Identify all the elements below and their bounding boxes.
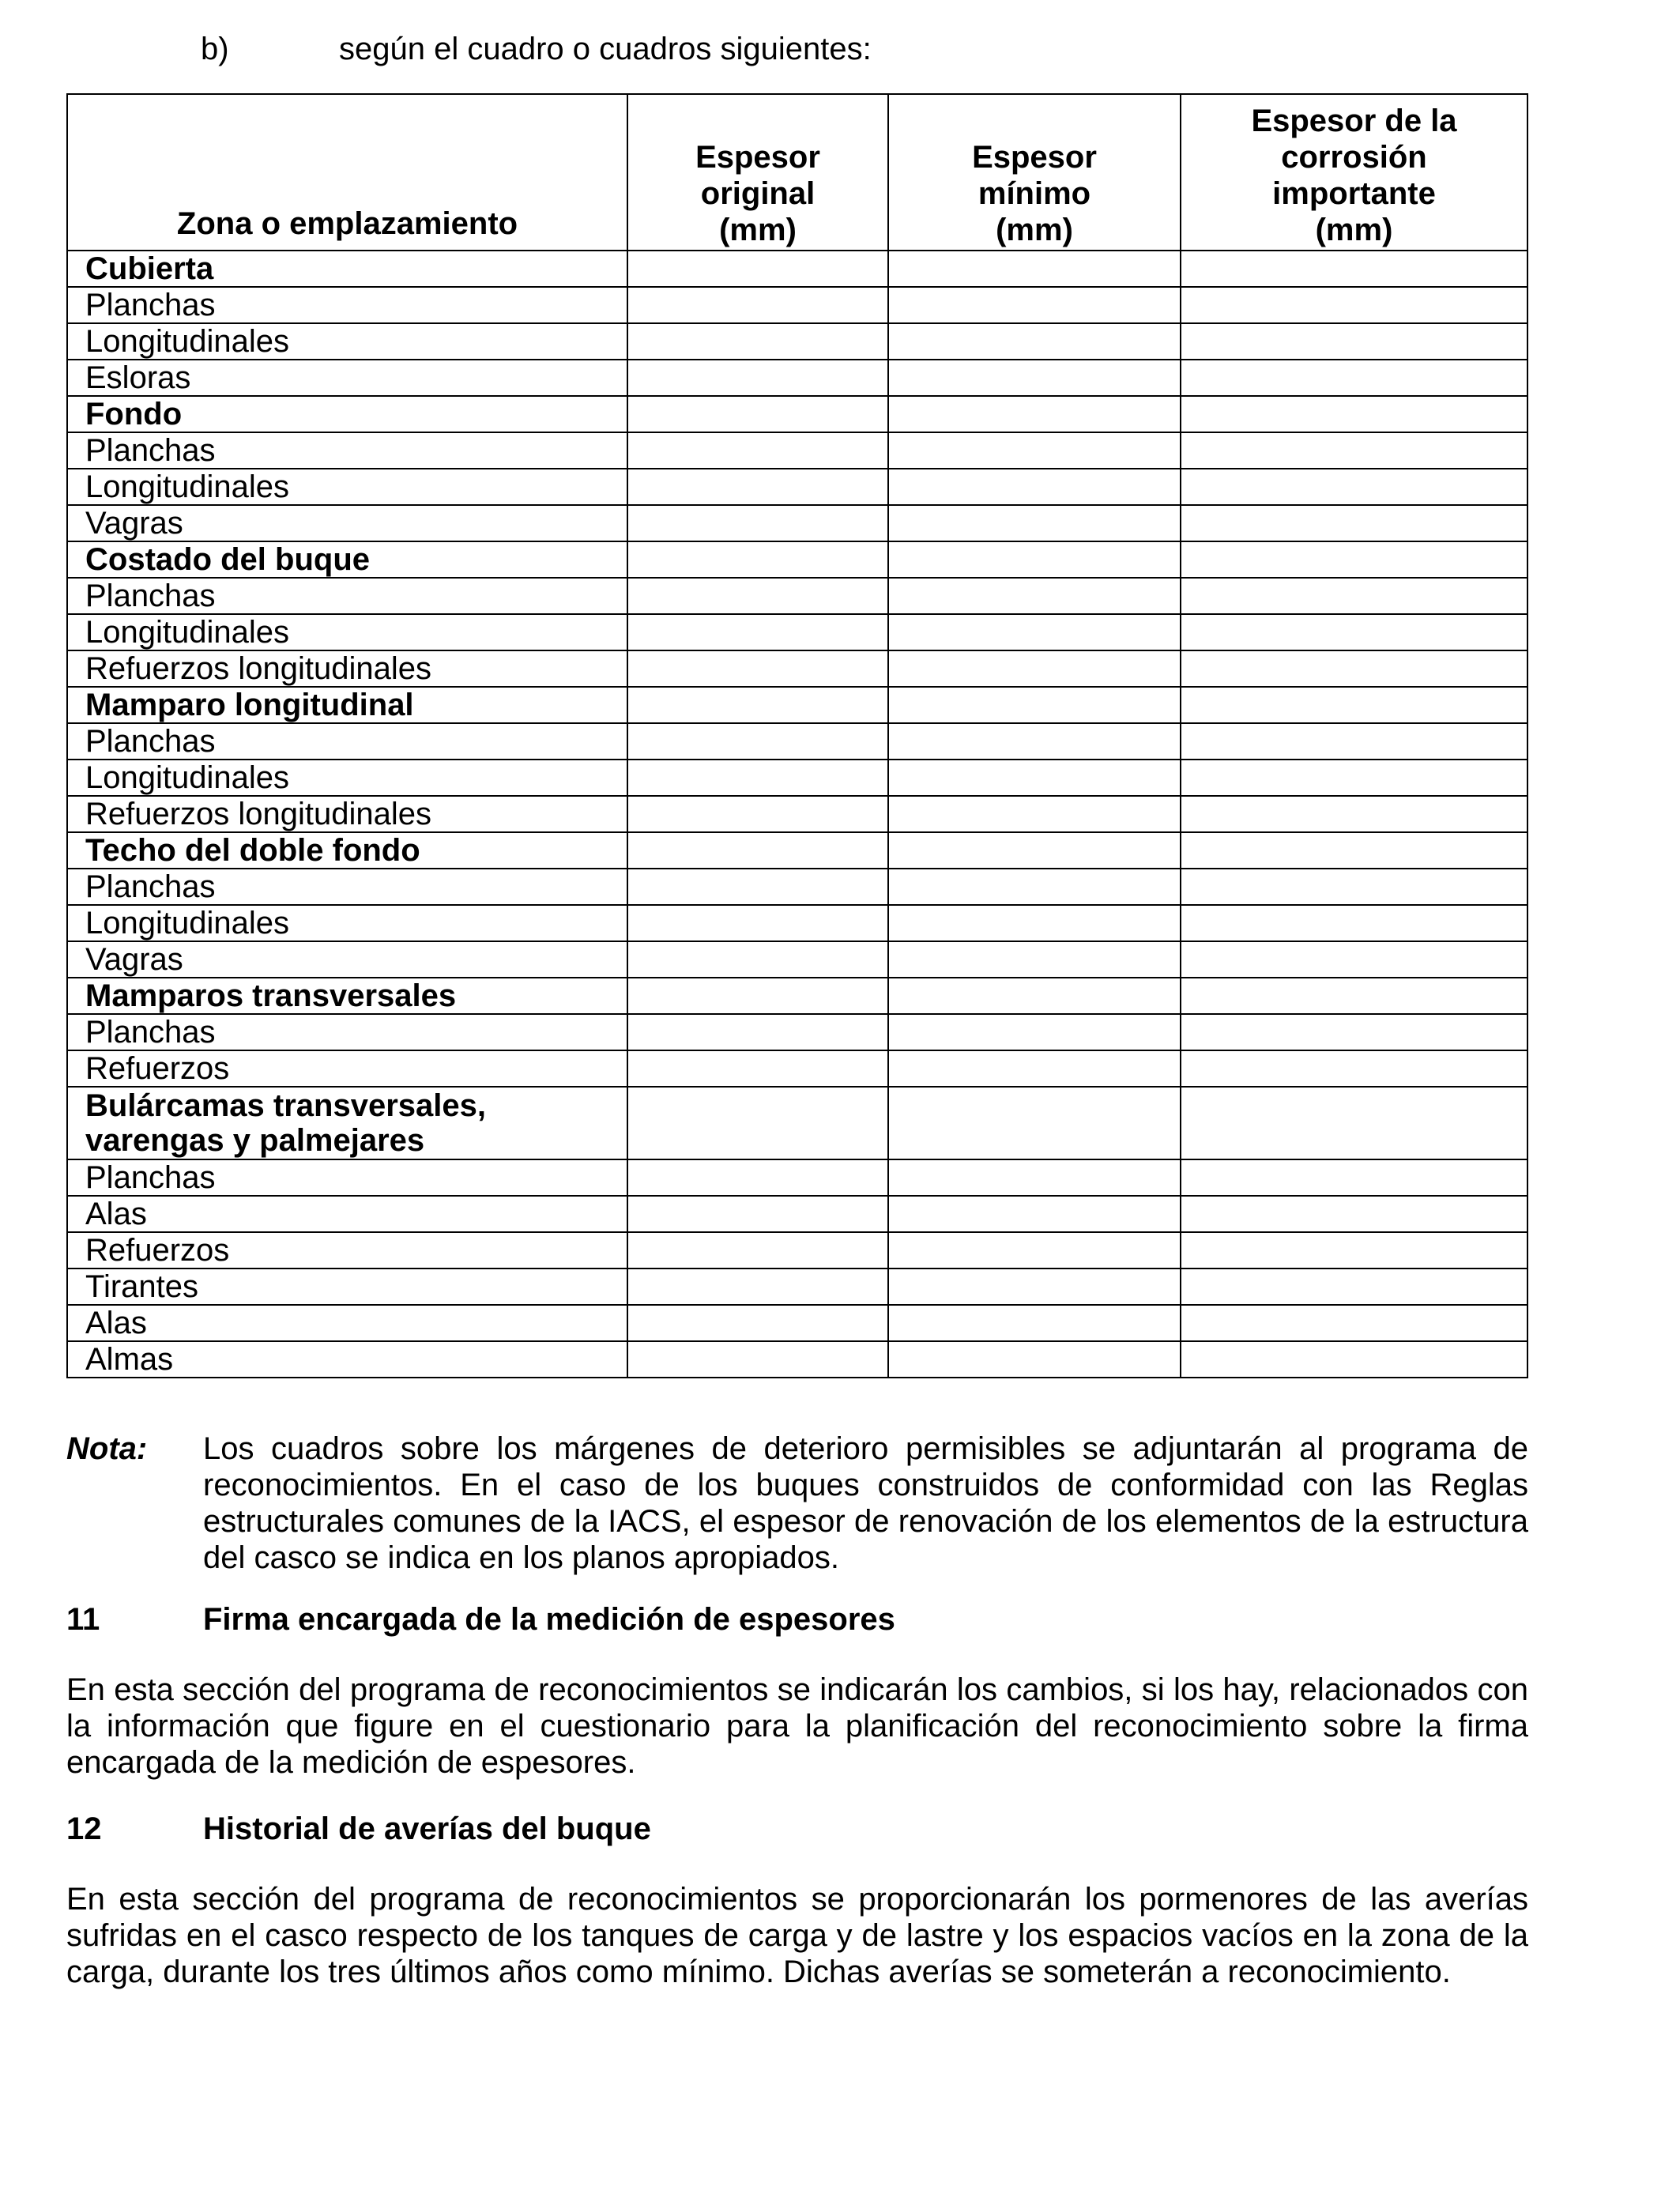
zone-item-cell: Planchas [67, 723, 627, 760]
table-row [67, 1050, 1527, 1087]
minimum-thickness-cell [888, 941, 1181, 978]
table-row [67, 360, 1527, 396]
table-row [67, 432, 1527, 469]
corrosion-thickness-cell [1181, 978, 1527, 1014]
minimum-thickness-cell [888, 505, 1181, 541]
table-row [67, 869, 1527, 905]
original-thickness-cell [627, 905, 888, 941]
corrosion-thickness-cell [1181, 1196, 1527, 1232]
zone-item-cell: Alas [67, 1196, 627, 1232]
original-thickness-cell [627, 469, 888, 505]
minimum-thickness-cell [888, 905, 1181, 941]
zone-group-cell: Mamparo longitudinal [67, 687, 627, 723]
zone-item-cell: Refuerzos longitudinales [67, 650, 627, 687]
zone-item-cell: Planchas [67, 1014, 627, 1050]
table-header-row [67, 94, 1527, 251]
corrosion-thickness-cell [1181, 1087, 1527, 1159]
section-11-title: Firma encargada de la medición de espesores [203, 1602, 895, 1637]
corrosion-thickness-cell [1181, 251, 1527, 287]
minimum-thickness-cell [888, 1269, 1181, 1305]
zone-group-cell: Cubierta [67, 251, 627, 287]
table-row [67, 760, 1527, 796]
section-12-heading [66, 1810, 651, 1848]
zone-group-cell: Bulárcamas transversales, varengas y palmejares [67, 1087, 627, 1159]
minimum-thickness-cell [888, 614, 1181, 650]
section-11-heading [66, 1600, 895, 1638]
header-minimum-thickness: Espesor mínimo (mm) [888, 94, 1181, 251]
corrosion-thickness-cell [1181, 796, 1527, 832]
table-body [67, 251, 1527, 1378]
minimum-thickness-cell [888, 687, 1181, 723]
minimum-thickness-cell [888, 396, 1181, 432]
zone-item-cell: Planchas [67, 432, 627, 469]
minimum-thickness-cell [888, 432, 1181, 469]
table-row [67, 1305, 1527, 1341]
original-thickness-cell [627, 1269, 888, 1305]
table-row [67, 1269, 1527, 1305]
table-row [67, 1341, 1527, 1378]
zone-item-cell: Planchas [67, 578, 627, 614]
original-thickness-cell [627, 1087, 888, 1159]
original-thickness-cell [627, 251, 888, 287]
minimum-thickness-cell [888, 287, 1181, 323]
zone-group-cell: Fondo [67, 396, 627, 432]
original-thickness-cell [627, 432, 888, 469]
zone-item-cell: Planchas [67, 1159, 627, 1196]
zone-item-cell: Refuerzos [67, 1232, 627, 1269]
original-thickness-cell [627, 1196, 888, 1232]
table-row [67, 687, 1527, 723]
zone-item-cell: Longitudinales [67, 323, 627, 360]
table-row [67, 1159, 1527, 1196]
original-thickness-cell [627, 1159, 888, 1196]
corrosion-thickness-cell [1181, 578, 1527, 614]
corrosion-thickness-cell [1181, 469, 1527, 505]
table-row [67, 251, 1527, 287]
minimum-thickness-cell [888, 323, 1181, 360]
corrosion-thickness-cell [1181, 432, 1527, 469]
zone-item-cell: Longitudinales [67, 614, 627, 650]
original-thickness-cell [627, 1305, 888, 1341]
table-row [67, 1014, 1527, 1050]
corrosion-thickness-cell [1181, 396, 1527, 432]
table-row [67, 578, 1527, 614]
original-thickness-cell [627, 323, 888, 360]
header-zone: Zona o emplazamiento [67, 94, 627, 251]
header-original-thickness: Espesor original (mm) [627, 94, 888, 251]
zone-item-cell: Alas [67, 1305, 627, 1341]
table-row [67, 614, 1527, 650]
original-thickness-cell [627, 578, 888, 614]
corrosion-thickness-cell [1181, 541, 1527, 578]
table-row [67, 832, 1527, 869]
original-thickness-cell [627, 396, 888, 432]
corrosion-thickness-cell [1181, 1159, 1527, 1196]
note-label: Nota: [66, 1431, 148, 1466]
zone-item-cell: Longitudinales [67, 469, 627, 505]
table-row [67, 723, 1527, 760]
original-thickness-cell [627, 360, 888, 396]
zone-group-cell: Mamparos transversales [67, 978, 627, 1014]
original-thickness-cell [627, 1341, 888, 1378]
corrosion-thickness-cell [1181, 832, 1527, 869]
zone-item-cell: Esloras [67, 360, 627, 396]
original-thickness-cell [627, 796, 888, 832]
original-thickness-cell [627, 650, 888, 687]
minimum-thickness-cell [888, 832, 1181, 869]
corrosion-thickness-cell [1181, 1305, 1527, 1341]
section-11-paragraph: En esta sección del programa de reconocimientos se indicarán los cambios, si los hay, relacionados con la información que figure en el cuestionario para la planificación del reconocimiento sobre la firma encargada de la medición de espesores. [66, 1672, 1528, 1780]
corrosion-thickness-cell [1181, 1014, 1527, 1050]
zone-item-cell: Refuerzos longitudinales [67, 796, 627, 832]
section-11-number: 11 [66, 1602, 100, 1637]
original-thickness-cell [627, 832, 888, 869]
table-row [67, 650, 1527, 687]
table-row [67, 1087, 1527, 1159]
minimum-thickness-cell [888, 251, 1181, 287]
corrosion-thickness-cell [1181, 323, 1527, 360]
zone-item-cell: Longitudinales [67, 905, 627, 941]
corrosion-thickness-cell [1181, 723, 1527, 760]
zone-group-cell: Costado del buque [67, 541, 627, 578]
corrosion-thickness-cell [1181, 650, 1527, 687]
zone-item-cell: Vagras [67, 505, 627, 541]
zone-item-cell: Vagras [67, 941, 627, 978]
section-12-number: 12 [66, 1811, 102, 1846]
intro-text: según el cuadro o cuadros siguientes: [339, 32, 872, 66]
table-row [67, 978, 1527, 1014]
note-text: Los cuadros sobre los márgenes de deterioro permisibles se adjuntarán al programa de reconocimientos. En el caso de los buques construidos de conformidad con las Reglas estructurales comunes de la IACS, el espesor de renovación de los elementos de la estructura del casco se indica en los planos apropiados. [203, 1431, 1528, 1575]
minimum-thickness-cell [888, 1341, 1181, 1378]
original-thickness-cell [627, 1014, 888, 1050]
corrosion-thickness-cell [1181, 287, 1527, 323]
zone-item-cell: Planchas [67, 869, 627, 905]
table-row [67, 287, 1527, 323]
original-thickness-cell [627, 869, 888, 905]
corrosion-thickness-cell [1181, 1050, 1527, 1087]
list-marker: b) [201, 32, 229, 66]
header-corrosion-thickness: Espesor de la corrosión importante (mm) [1181, 94, 1527, 251]
zone-item-cell: Almas [67, 1341, 627, 1378]
minimum-thickness-cell [888, 796, 1181, 832]
thickness-table [66, 93, 1528, 1378]
corrosion-thickness-cell [1181, 905, 1527, 941]
original-thickness-cell [627, 723, 888, 760]
zone-item-cell: Planchas [67, 287, 627, 323]
corrosion-thickness-cell [1181, 1232, 1527, 1269]
zone-item-cell: Longitudinales [67, 760, 627, 796]
table-row [67, 323, 1527, 360]
minimum-thickness-cell [888, 360, 1181, 396]
table-row [67, 505, 1527, 541]
corrosion-thickness-cell [1181, 760, 1527, 796]
original-thickness-cell [627, 760, 888, 796]
table-row [67, 941, 1527, 978]
corrosion-thickness-cell [1181, 360, 1527, 396]
minimum-thickness-cell [888, 1159, 1181, 1196]
corrosion-thickness-cell [1181, 869, 1527, 905]
table-row [67, 796, 1527, 832]
zone-item-cell: Tirantes [67, 1269, 627, 1305]
original-thickness-cell [627, 978, 888, 1014]
original-thickness-cell [627, 614, 888, 650]
minimum-thickness-cell [888, 578, 1181, 614]
minimum-thickness-cell [888, 869, 1181, 905]
zone-group-cell: Techo del doble fondo [67, 832, 627, 869]
table-row [67, 1232, 1527, 1269]
original-thickness-cell [627, 505, 888, 541]
minimum-thickness-cell [888, 1050, 1181, 1087]
minimum-thickness-cell [888, 541, 1181, 578]
original-thickness-cell [627, 541, 888, 578]
table-row [67, 1196, 1527, 1232]
original-thickness-cell [627, 687, 888, 723]
table-row [67, 541, 1527, 578]
minimum-thickness-cell [888, 1087, 1181, 1159]
original-thickness-cell [627, 1232, 888, 1269]
section-12-paragraph: En esta sección del programa de reconocimientos se proporcionarán los pormenores de las averías sufridas en el casco respecto de los tanques de carga y de lastre y los espacios vacíos en la zona de la carga, durante los tres últimos años como mínimo. Dichas averías se someterán a reconocimiento. [66, 1882, 1528, 1989]
zone-item-cell: Refuerzos [67, 1050, 627, 1087]
corrosion-thickness-cell [1181, 941, 1527, 978]
original-thickness-cell [627, 287, 888, 323]
minimum-thickness-cell [888, 650, 1181, 687]
minimum-thickness-cell [888, 760, 1181, 796]
minimum-thickness-cell [888, 978, 1181, 1014]
section-12-title: Historial de averías del buque [203, 1811, 651, 1846]
corrosion-thickness-cell [1181, 1341, 1527, 1378]
table-row [67, 905, 1527, 941]
minimum-thickness-cell [888, 1232, 1181, 1269]
minimum-thickness-cell [888, 1196, 1181, 1232]
minimum-thickness-cell [888, 723, 1181, 760]
intro-line [201, 30, 872, 68]
minimum-thickness-cell [888, 1014, 1181, 1050]
note-block [66, 1431, 1528, 1576]
original-thickness-cell [627, 1050, 888, 1087]
corrosion-thickness-cell [1181, 614, 1527, 650]
corrosion-thickness-cell [1181, 1269, 1527, 1305]
minimum-thickness-cell [888, 1305, 1181, 1341]
original-thickness-cell [627, 941, 888, 978]
corrosion-thickness-cell [1181, 505, 1527, 541]
table-row [67, 469, 1527, 505]
table-row [67, 396, 1527, 432]
corrosion-thickness-cell [1181, 687, 1527, 723]
minimum-thickness-cell [888, 469, 1181, 505]
